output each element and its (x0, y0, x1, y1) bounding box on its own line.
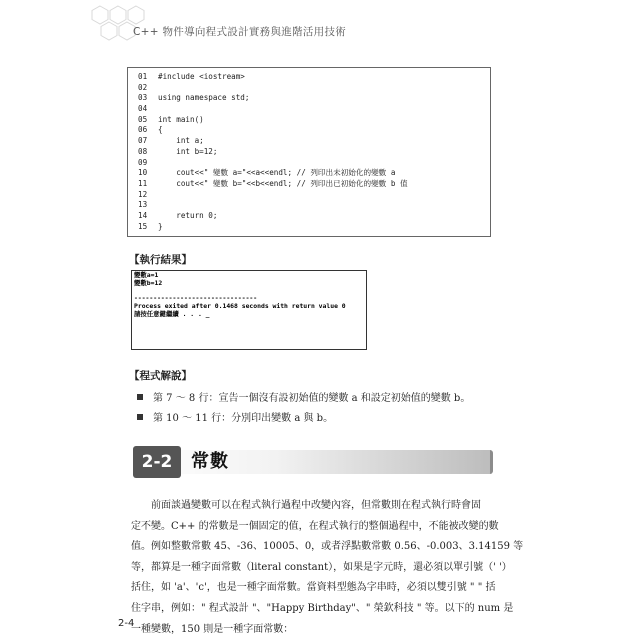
paragraph-line: 住字串，例如：" 程式設計 "、"Happy Birthday"、" 榮欽科技 " 等。以下的 num 是 (131, 602, 514, 614)
code-line (138, 211, 490, 222)
code-line (138, 158, 490, 169)
square-bullet-icon (137, 414, 143, 420)
code-text: cout<<" 變數 a="<<a<<endl; // 列印出未初始化的變數 a (158, 168, 396, 178)
line-number: 10 (138, 168, 148, 178)
code-text: int main() (158, 114, 204, 124)
code-line (138, 115, 490, 126)
code-text: int b=12; (158, 146, 218, 156)
paragraph-line: 等，都算是一種字面常數（literal constant），如果是字元時，還必須以單引號（' '） (131, 561, 512, 573)
line-number: 15 (138, 221, 148, 231)
bullet-text: 第 7 ～ 8 行：宣告一個沒有設初始值的變數 a 和設定初始值的變數 b。 (153, 393, 471, 404)
code-text: using namespace std; (158, 93, 250, 103)
code-text: #include <iostream> (158, 72, 245, 81)
square-bullet-icon (137, 394, 143, 400)
code-line (138, 104, 490, 115)
book-title: C++ 物件導向程式設計實務與進階活用技術 (133, 26, 347, 38)
code-text: } (158, 221, 163, 231)
line-number: 08 (138, 146, 148, 156)
console-line: 變數a=1 (134, 271, 159, 279)
explain-label: 【程式解說】 (129, 370, 192, 382)
code-line (138, 168, 490, 179)
code-line (138, 200, 490, 211)
result-label: 【執行結果】 (129, 254, 192, 266)
console-line: -------------------------------- (134, 294, 258, 303)
line-number: 14 (138, 210, 148, 220)
line-number: 01 (138, 72, 148, 81)
paragraph-line: 一種變數，150 則是一種字面常數： (131, 623, 294, 635)
code-text: int a; (158, 136, 204, 146)
code-line (138, 222, 490, 233)
line-number: 03 (138, 93, 148, 103)
line-number: 09 (138, 157, 148, 167)
code-text: return 0; (158, 210, 218, 220)
section-number: 2-2 (133, 446, 181, 478)
explain-bullet (137, 389, 470, 404)
line-number: 12 (138, 189, 148, 199)
code-listing (127, 67, 491, 237)
section-title: 常數 (191, 451, 229, 472)
line-number: 07 (138, 136, 148, 146)
line-number: 13 (138, 200, 148, 210)
console-line: Process exited after 0.1468 seconds with return value 0 (134, 302, 346, 311)
line-number: 06 (138, 125, 148, 135)
console-output (131, 270, 367, 350)
paragraph-line: 定不變。C++ 的常數是一個固定的值，在程式執行的整個過程中，不能被改變的數 (131, 520, 499, 532)
code-line (138, 72, 490, 83)
code-text: cout<<" 變數 b="<<b<<endl; // 列印出已初始化的變數 b 值 (158, 178, 408, 188)
line-number: 04 (138, 104, 148, 114)
code-line (138, 125, 490, 136)
paragraph-line: 括住，如 'a'、'c'，也是一種字面常數。當資料型態為字串時，必須以雙引號 " " 括 (131, 582, 496, 594)
body-paragraph (131, 496, 524, 640)
section-heading (133, 446, 495, 478)
code-line (138, 147, 490, 158)
page-number: 2-4 (118, 618, 135, 629)
code-line (138, 136, 490, 147)
code-line (138, 83, 490, 94)
paragraph-line: 值。例如整數常數 45、-36、10005、0，或者浮點數常數 0.56、-0.003、3.14159 等 (131, 541, 524, 553)
code-text: { (158, 125, 163, 135)
line-number: 05 (138, 114, 148, 124)
line-number: 11 (138, 178, 148, 188)
code-line (138, 190, 490, 201)
bullet-text: 第 10 ～ 11 行：分別印出變數 a 與 b。 (153, 413, 334, 424)
explain-bullet (137, 409, 333, 424)
paragraph-line: 前面談過變數可以在程式執行過程中改變內容，但常數則在程式執行時會固 (131, 500, 481, 511)
code-line (138, 93, 490, 104)
console-line: 變數b=12 (134, 278, 163, 287)
code-line (138, 179, 490, 190)
console-line: 請按任意鍵繼續 . . . _ (134, 309, 210, 318)
line-number: 02 (138, 82, 148, 92)
section-heading-bar (133, 450, 493, 474)
